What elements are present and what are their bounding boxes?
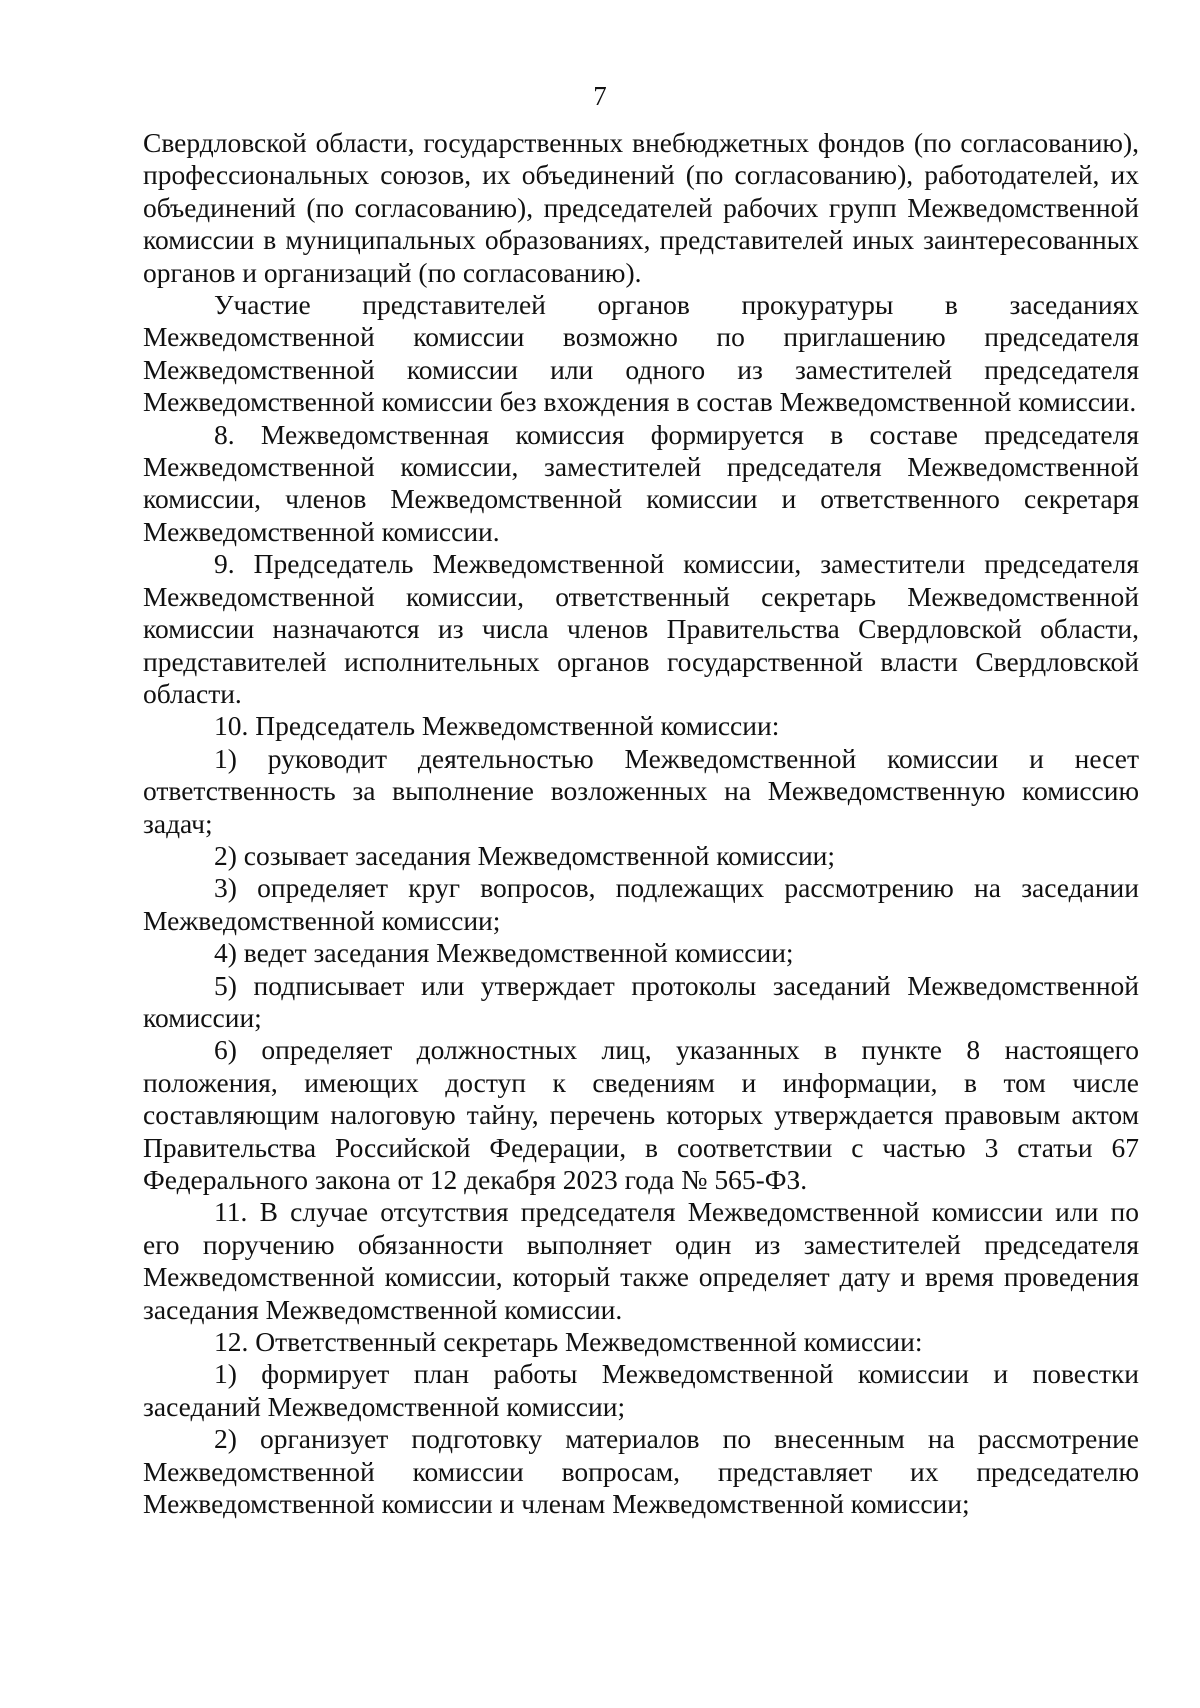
paragraph-item-9: 9. Председатель Межведомственной комиссии, заместители председателя Межведомственной комиссии, ответственный секретарь Межведомственной комиссии назначаются из числа членов Правительства Свердловской области, представителей исполнительных органов государственной власти Свердловской области. <box>143 548 1139 709</box>
paragraph-item-10-6: 6) определяет должностных лиц, указанных в пункте 8 настоящего положения, имеющих доступ к сведениям и информации, в том числе составляющим налоговую тайну, перечень которых утверждается правовым актом Правительства Российской Федерации, в соответствии с частью 3 статьи 67 Федерального закона от 12 декабря 2023 года № 565-ФЗ. <box>143 1034 1139 1195</box>
paragraph-item-12-1: 1) формирует план работы Межведомственной комиссии и повестки заседаний Межведомственной комиссии; <box>143 1358 1139 1422</box>
paragraph-item-10: 10. Председатель Межведомственной комиссии: <box>214 710 780 742</box>
paragraph-item-10-3: 3) определяет круг вопросов, подлежащих рассмотрению на заседании Межведомственной комиссии; <box>143 872 1139 936</box>
paragraph-item-10-4: 4) ведет заседания Межведомственной комиссии; <box>214 937 794 969</box>
paragraph-item-8: 8. Межведомственная комиссия формируется в составе председателя Межведомственной комиссии, заместителей председателя Межведомственной комиссии, членов Межведомственной комиссии и ответственного секретаря Межведомственной комиссии. <box>143 418 1139 547</box>
document-body <box>143 127 1139 1520</box>
paragraph-prosecutor-participation: Участие представителей органов прокуратуры в заседаниях Межведомственной комиссии возможно по приглашению председателя Межведомственной комиссии или одного из заместителей председателя Межведомственной комиссии без вхождения в состав Межведомственной комиссии. <box>143 289 1139 418</box>
paragraph-item-10-2: 2) созывает заседания Межведомственной комиссии; <box>214 839 836 871</box>
paragraph-item-12-2: 2) организует подготовку материалов по внесенным на рассмотрение Межведомственной комиссии вопросам, представляет их председателю Межведомственной комиссии и членам Межведомственной комиссии; <box>143 1423 1139 1520</box>
paragraph-item-12: 12. Ответственный секретарь Межведомственной комиссии: <box>214 1326 923 1358</box>
paragraph-item-10-1: 1) руководит деятельностью Межведомственной комиссии и несет ответственность за выполнение возложенных на Межведомственную комиссию задач; <box>143 742 1139 839</box>
page-number: 7 <box>593 81 607 111</box>
paragraph-item-11: 11. В случае отсутствия председателя Межведомственной комиссии или по его поручению обязанности выполняет один из заместителей председателя Межведомственной комиссии, который также определяет дату и время проведения заседания Межведомственной комиссии. <box>143 1196 1139 1325</box>
paragraph-continuation: Свердловской области, государственных внебюджетных фондов (по согласованию), профессиональных союзов, их объединений (по согласованию), работодателей, их объединений (по согласованию), председателей рабочих групп Межведомственной комиссии в муниципальных образованиях, представителей иных заинтересованных органов и организаций (по согласованию). <box>143 127 1139 288</box>
paragraph-item-10-5: 5) подписывает или утверждает протоколы заседаний Межведомственной комиссии; <box>143 969 1139 1033</box>
